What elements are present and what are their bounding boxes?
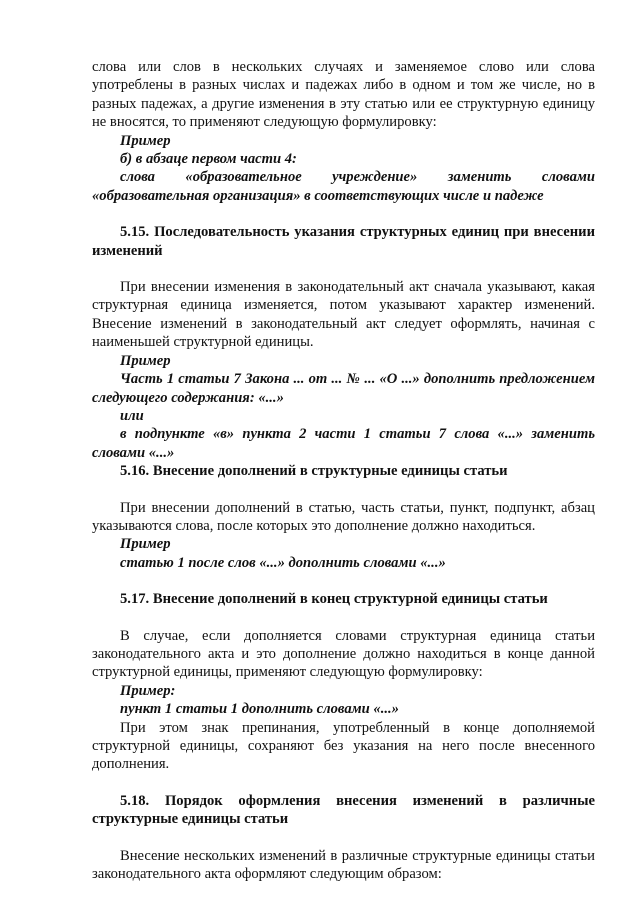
body-paragraph: Внесение нескольких изменений в различные структурные единицы статьи законодательного акта оформляют следующим образом: bbox=[92, 847, 595, 883]
body-paragraph: При этом знак препинания, употребленный в конце дополняемой структурной единицы, сохраняют без указания на него после внесенного дополнения. bbox=[92, 719, 595, 773]
section-heading-5-17: 5.17. Внесение дополнений в конец структурной единицы статьи bbox=[120, 591, 548, 608]
example-label: Пример bbox=[120, 536, 171, 553]
example-text: б) в абзаце первом части 4: bbox=[120, 151, 297, 168]
body-paragraph: При внесении дополнений в статью, часть статьи, пункт, подпункт, абзац указываются слова, после которых это дополнение должно находиться. bbox=[92, 499, 595, 534]
example-text: Часть 1 статьи 7 Закона ... от ... № ... «О ...» дополнить предложением следующего содержания: «...» bbox=[92, 371, 595, 406]
example-text: статью 1 после слов «...» дополнить словами «...» bbox=[120, 554, 446, 571]
example-label: Пример: bbox=[120, 682, 176, 699]
body-paragraph: При внесении изменения в законодательный акт сначала указывают, какая структурная единица изменяется, потом указывают характер изменений. Внесение изменений в законодательный акт следует оформлять, начиная с наименьшей структурной единицы. bbox=[92, 279, 595, 351]
example-text: слова «образовательное учреждение» заменить словами «образовательная организация» в соответствующих числе и падеже bbox=[92, 169, 595, 204]
example-label: Пример bbox=[120, 132, 171, 149]
example-label: Пример bbox=[120, 352, 171, 369]
section-heading-5-15: 5.15. Последовательность указания структурных единиц при внесении изменений bbox=[92, 224, 595, 259]
body-paragraph: В случае, если дополняется словами структурная единица статьи законодательного акта и это дополнение должно находиться в конце данной структурной единицы, применяют следующую формулировку: bbox=[92, 627, 595, 681]
section-heading-5-16: 5.16. Внесение дополнений в структурные единицы статьи bbox=[120, 463, 508, 480]
intro-paragraph: слова или слов в нескольких случаях и заменяемое слово или слова употреблены в разных числах и падежах либо в одном и том же числе, но в разных падежах, а другие изменения в эту статью или ее структурную единицу не вносятся, то применяют следующую формулировку: bbox=[92, 59, 595, 131]
section-heading-5-18: 5.18. Порядок оформления внесения изменений в различные структурные единицы статьи bbox=[92, 792, 595, 828]
example-or: или bbox=[120, 407, 144, 424]
example-text: в подпункте «в» пункта 2 части 1 статьи 7 слова «...» заменить словами «...» bbox=[92, 426, 595, 461]
example-text: пункт 1 статьи 1 дополнить словами «...» bbox=[120, 701, 399, 718]
